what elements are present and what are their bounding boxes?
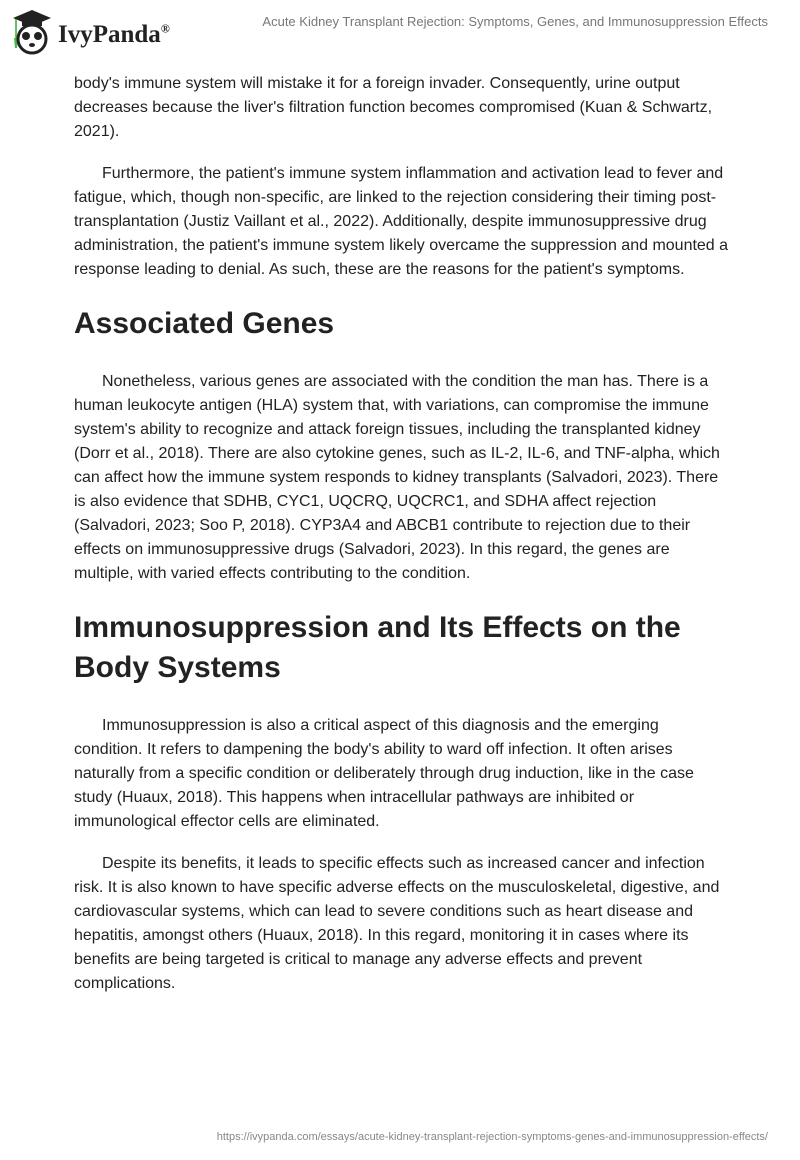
paragraph: Nonetheless, various genes are associated with the condition the man has. There is a human leukocyte antigen (HLA) system that, with variations, can compromise the immune system's ability to recognize and attack foreign tissues, including the transplanted kidney (Dorr et al., 2018). There are also cytokine genes, such as IL-2, IL-6, and TNF-alpha, which can affect how the immune system responds to kidney transplants (Salvadori, 2023). There is also evidence that SDHB, CYC1, UQCRQ, UQCRC1, and SDHA affect rejection (Salvadori, 2023; Soo P, 2018). CYP3A4 and ABCB1 contribute to rejection due to their effects on immunosuppressive drugs (Salvadori, 2023). In this regard, the genes are multiple, with varied effects contributing to the condition. [74, 373, 720, 582]
paragraph: Furthermore, the patient's immune system inflammation and activation lead to fever and fatigue, which, though non-specific, are linked to the rejection considering their timing post-transplantation (Justiz Vaillant et al., 2022). Additionally, despite immunosuppressive drug administration, the patient's immune system likely overcame the suppression and mounted a response leading to denial. As such, these are the reasons for the patient's symptoms. [74, 165, 729, 278]
section-heading: Immunosuppression and Its Effects on the Body Systems [74, 611, 681, 684]
paragraph: Immunosuppression is also a critical aspect of this diagnosis and the emerging condition. It refers to dampening the body's ability to ward off infection. It often arises naturally from a specific condition or deliberately through drug induction, like in the case study (Huaux, 2018). This happens when intracellular pathways are inhibited or immunological effector cells are eliminated. [74, 717, 694, 830]
source-url[interactable]: https://ivypanda.com/essays/acute-kidney-transplant-rejection-symptoms-genes-and-immunosuppression-effects/ [216, 1131, 768, 1143]
paragraph: body's immune system will mistake it for a foreign invader. Consequently, urine output decreases because the liver's filtration function becomes compromised (Kuan & Schwartz, 2021). [74, 75, 713, 140]
paragraph: Despite its benefits, it leads to specific effects such as increased cancer and infection risk. It is also known to have specific adverse effects on the musculoskeletal, digestive, and cardiovascular systems, which can lead to severe conditions such as heart disease and hepatitis, amongst others (Huaux, 2018). In this regard, monitoring it in cases where its benefits are being targeted is critical to manage any adverse effects and prevent complications. [74, 855, 720, 992]
logo-name: IvyPanda [58, 21, 161, 48]
document-title: Acute Kidney Transplant Rejection: Symptoms, Genes, and Immunosuppression Effects [262, 14, 768, 29]
panda-graduate-icon [12, 8, 52, 56]
logo-text [58, 21, 170, 49]
essay-content [74, 72, 729, 1014]
ivypanda-logo[interactable] [12, 8, 170, 56]
section-heading: Associated Genes [74, 307, 335, 340]
page-header [0, 0, 800, 60]
registered-mark: ® [160, 21, 170, 36]
